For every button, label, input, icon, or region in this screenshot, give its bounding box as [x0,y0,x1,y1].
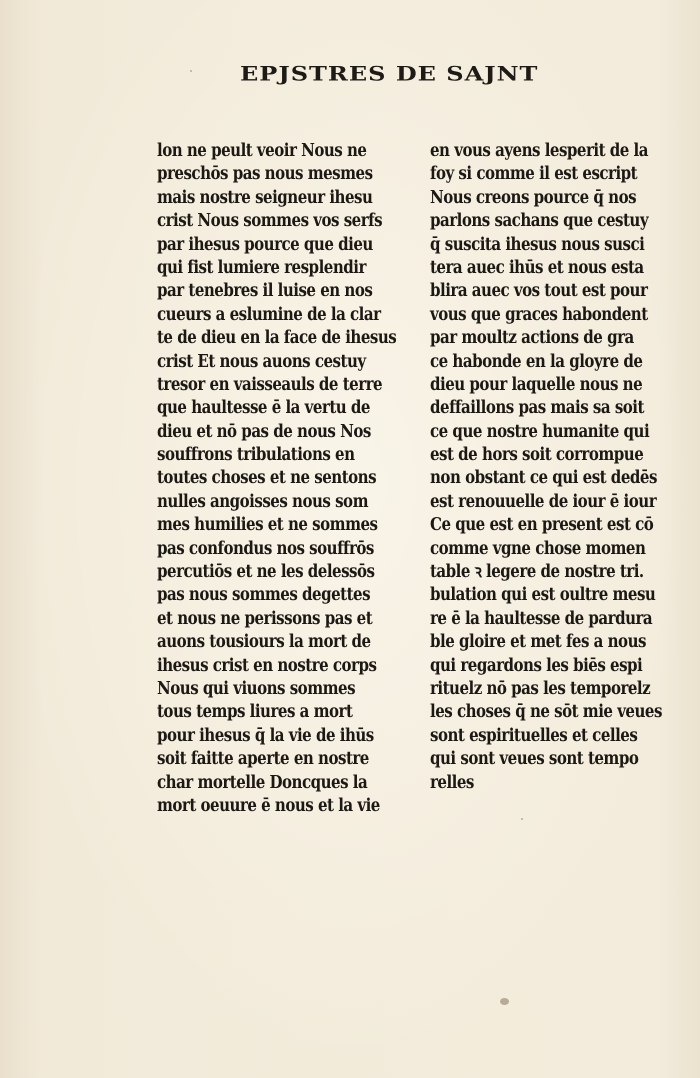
right-column-line: sont espirituelles et celles [430,725,638,746]
left-column-line: Nous qui viuons sommes [157,678,356,699]
left-column-line: que haultesse ē la vertu de [157,398,370,419]
left-column-line: souffrons tribulations en [157,445,355,466]
right-column-line: est de hors soit corrompue [430,445,644,466]
paper-speck [190,70,192,72]
left-column-line: te de dieu en la face de ihesus [157,328,397,349]
left-column-line: par tenebres il luise en nos [157,281,373,302]
left-column-line: pas confondus nos souffrōs [157,538,374,559]
right-column-line: non obstant ce qui est dedēs [430,468,657,489]
left-column-line: mes humilies et ne sommes [157,515,378,536]
left-column-line: crist Et nous auons cestuy [157,351,366,372]
right-column-line: ce habonde en la gloyre de [430,351,643,372]
left-column-line: soit faitte aperte en nostre [157,749,369,770]
left-column-line: mais nostre seigneur ihesu [157,187,373,208]
left-column-line: toutes choses et ne sentons [157,468,377,489]
right-column-line: qui sont veues sont tempo [430,749,639,770]
left-column-line: mort oeuure ē nous et la vie [157,795,380,816]
left-column-line: par ihesus pource que dieu [157,234,373,255]
running-head: EPJSTRES DE SAJNT [240,62,539,86]
right-column-line: comme vgne chose momen [430,538,646,559]
right-column-line: ble gloire et met fes a nous [430,632,646,653]
left-column-line: dieu et nō pas de nous Nos [157,421,371,442]
left-column-line: pas nous sommes degettes [157,585,371,606]
right-column-line: parlons sachans que cestuy [430,211,649,232]
right-column-line: bulation qui est oultre mesu [430,585,656,606]
left-column-line: pour ihesus q̄ la vie de ihūs [157,725,374,746]
right-column-line: tera auec ihūs et nous esta [430,257,644,278]
left-column-line: char mortelle Doncques la [157,772,368,793]
left-column-line: tous temps liures a mort [157,702,353,723]
right-column-line: Ce que est en present est cō [430,515,654,536]
left-column-line: cueurs a eslumine de la clar [157,304,381,325]
left-column-line: tresor en vaisseauls de terre [157,374,383,395]
left-column-line: preschōs pas nous mesmes [157,164,373,185]
right-column-line: Nous creons pource q̄ nos [430,187,637,208]
right-column-line: table ꝛ legere de nostre tri. [430,562,644,583]
left-column-line: crist Nous sommes vos serfs [157,211,383,232]
right-column-line: les choses q̄ ne sōt mie veues [430,702,662,723]
left-column-line: et nous ne perissons pas et [157,608,373,629]
right-column-line: vous que graces habondent [430,304,648,325]
right-column-line: en vous ayens lesperit de la [430,141,648,161]
paper-speck [500,998,509,1005]
right-column-line: re ē la haultesse de pardura [430,608,653,629]
right-column-line: ce que nostre humanite qui [430,421,650,442]
left-column-line: nulles angoisses nous som [157,491,368,512]
left-column-line: qui fist lumiere resplendir [157,257,366,278]
right-column-line: est renouuelle de iour ē iour [430,491,657,512]
left-column-line: percutiōs et ne les delessōs [157,562,375,583]
left-column [157,140,407,818]
right-column-line: blira auec vos tout est pour [430,281,648,302]
right-column-line: par moultz actions de gra [430,328,634,349]
right-column-line: deffaillons pas mais sa soit [430,398,644,419]
left-column-line: lon ne peult veoir Nous ne [157,141,367,161]
right-column-line: foy si comme il est escript [430,164,638,185]
right-column-line: qui regardons les biēs espi [430,655,643,676]
right-column-line: rituelz nō pas les temporelz [430,678,651,699]
left-column-line: auons tousiours la mort de [157,632,371,653]
right-column [430,140,675,795]
right-column-line: relles [430,772,474,793]
paper-speck [521,818,523,820]
left-column-line: ihesus crist en nostre corps [157,655,377,676]
right-column-line: q̄ suscita ihesus nous susci [430,234,645,255]
right-column-line: dieu pour laquelle nous ne [430,374,643,395]
